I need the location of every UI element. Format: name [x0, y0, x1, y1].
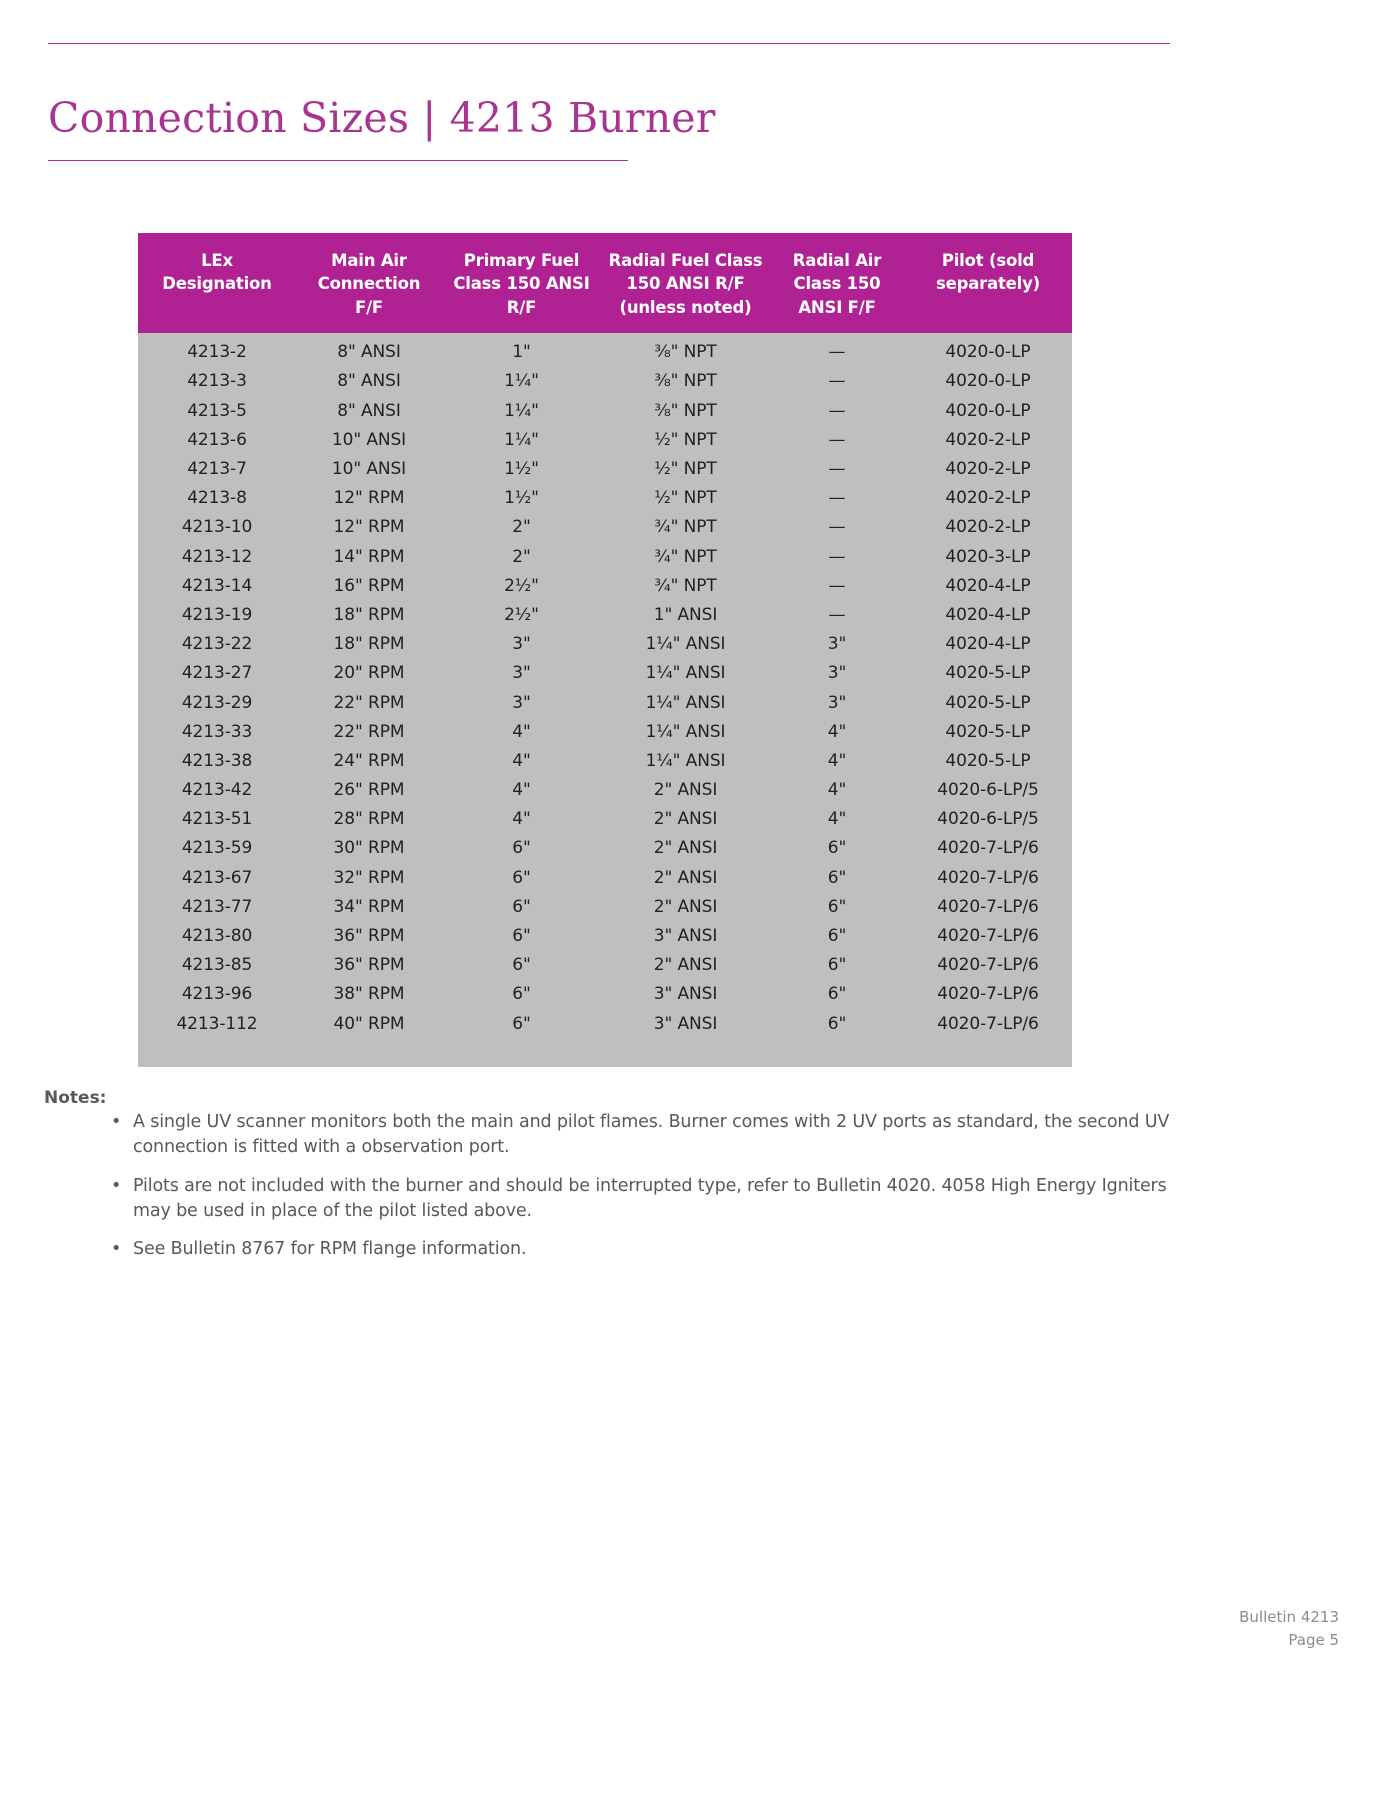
cell-radial-air: —: [770, 484, 904, 513]
cell-radial-air: 4": [770, 747, 904, 776]
table-row: [138, 718, 1072, 747]
cell-main-air-connection: 38" RPM: [296, 980, 442, 1009]
cell-lex-designation: 4213-27: [138, 659, 296, 688]
cell-main-air-connection: 8" ANSI: [296, 333, 442, 367]
table-header: [138, 233, 1072, 333]
column-header-line2: 150 ANSI R/F: [626, 274, 745, 294]
cell-pilot: 4020-2-LP: [904, 513, 1072, 542]
cell-main-air-connection: 16" RPM: [296, 572, 442, 601]
table-row: [138, 951, 1072, 980]
cell-pilot: 4020-3-LP: [904, 542, 1072, 571]
cell-pilot: 4020-0-LP: [904, 333, 1072, 367]
cell-radial-air: 3": [770, 688, 904, 717]
column-header-line3: ANSI F/F: [798, 297, 876, 317]
cell-radial-fuel: 1¼" ANSI: [601, 718, 770, 747]
cell-radial-air: 4": [770, 805, 904, 834]
cell-lex-designation: 4213-8: [138, 484, 296, 513]
cell-radial-fuel: 1" ANSI: [601, 601, 770, 630]
cell-main-air-connection: 12" RPM: [296, 484, 442, 513]
cell-primary-fuel: 3": [442, 630, 601, 659]
cell-pilot: 4020-5-LP: [904, 659, 1072, 688]
cell-main-air-connection: 28" RPM: [296, 805, 442, 834]
note-text: Pilots are not included with the burner and should be interrupted type, refer to Bulletin 4020. 4058 High Energy Igniters may be used in place of the pilot listed above.: [133, 1175, 1167, 1221]
cell-radial-fuel: 1¼" ANSI: [601, 630, 770, 659]
cell-lex-designation: 4213-33: [138, 718, 296, 747]
cell-lex-designation: 4213-12: [138, 542, 296, 571]
table-row: [138, 601, 1072, 630]
bullet-icon: •: [111, 1112, 122, 1132]
cell-main-air-connection: 22" RPM: [296, 688, 442, 717]
cell-radial-fuel: ⅜" NPT: [601, 333, 770, 367]
cell-lex-designation: 4213-7: [138, 455, 296, 484]
cell-radial-fuel: 3" ANSI: [601, 922, 770, 951]
cell-radial-air: 6": [770, 922, 904, 951]
cell-radial-air: 4": [770, 718, 904, 747]
cell-pilot: 4020-0-LP: [904, 397, 1072, 426]
connection-sizes-table: [138, 233, 1072, 1067]
table-row: [138, 893, 1072, 922]
cell-radial-fuel: ¾" NPT: [601, 542, 770, 571]
note-text: See Bulletin 8767 for RPM flange information.: [133, 1239, 527, 1260]
footer-page-number: Page 5: [1288, 1630, 1339, 1649]
title-rule-bottom: [48, 160, 628, 161]
cell-main-air-connection: 34" RPM: [296, 893, 442, 922]
table-row: [138, 688, 1072, 717]
table-row: [138, 397, 1072, 426]
table-row: [138, 776, 1072, 805]
column-header-line1: Main Air: [331, 251, 407, 270]
cell-main-air-connection: 8" ANSI: [296, 397, 442, 426]
cell-main-air-connection: 40" RPM: [296, 1009, 442, 1066]
cell-radial-air: —: [770, 367, 904, 396]
cell-radial-air: —: [770, 572, 904, 601]
cell-main-air-connection: 24" RPM: [296, 747, 442, 776]
note-item: [100, 1174, 1178, 1224]
cell-primary-fuel: 6": [442, 893, 601, 922]
column-header-line1: Pilot (sold: [941, 251, 1035, 270]
cell-radial-fuel: ⅜" NPT: [601, 367, 770, 396]
cell-primary-fuel: 6": [442, 1009, 601, 1066]
cell-lex-designation: 4213-59: [138, 834, 296, 863]
table-row: [138, 572, 1072, 601]
cell-radial-air: 6": [770, 951, 904, 980]
cell-primary-fuel: 1½": [442, 484, 601, 513]
cell-primary-fuel: 1¼": [442, 367, 601, 396]
cell-radial-fuel: 3" ANSI: [601, 1009, 770, 1066]
cell-main-air-connection: 22" RPM: [296, 718, 442, 747]
cell-pilot: 4020-6-LP/5: [904, 805, 1072, 834]
column-header-radial-air: [770, 233, 904, 333]
cell-radial-air: 3": [770, 659, 904, 688]
cell-radial-air: 4": [770, 776, 904, 805]
cell-radial-fuel: ¾" NPT: [601, 513, 770, 542]
connection-sizes-table-container: [138, 233, 1072, 1067]
column-header-line2: Class 150: [793, 274, 881, 294]
table-body: [138, 333, 1072, 1066]
cell-lex-designation: 4213-2: [138, 333, 296, 367]
table-row: [138, 333, 1072, 367]
cell-lex-designation: 4213-96: [138, 980, 296, 1009]
cell-radial-air: —: [770, 455, 904, 484]
page-title: Connection Sizes | 4213 Burner: [48, 94, 716, 143]
column-header-line1: Primary Fuel: [463, 251, 580, 270]
cell-radial-air: 6": [770, 1009, 904, 1066]
cell-primary-fuel: 6": [442, 980, 601, 1009]
cell-primary-fuel: 3": [442, 659, 601, 688]
cell-lex-designation: 4213-5: [138, 397, 296, 426]
title-rule-top: [48, 43, 1170, 44]
column-header-pilot: [904, 233, 1072, 333]
cell-radial-fuel: 1¼" ANSI: [601, 747, 770, 776]
table-row: [138, 1009, 1072, 1066]
cell-pilot: 4020-5-LP: [904, 688, 1072, 717]
cell-radial-fuel: 1¼" ANSI: [601, 688, 770, 717]
cell-lex-designation: 4213-85: [138, 951, 296, 980]
cell-radial-fuel: 2" ANSI: [601, 805, 770, 834]
cell-primary-fuel: 4": [442, 747, 601, 776]
cell-lex-designation: 4213-10: [138, 513, 296, 542]
cell-main-air-connection: 18" RPM: [296, 601, 442, 630]
column-header-line3: R/F: [506, 297, 537, 317]
cell-radial-fuel: ½" NPT: [601, 426, 770, 455]
cell-lex-designation: 4213-77: [138, 893, 296, 922]
cell-primary-fuel: 6": [442, 922, 601, 951]
cell-lex-designation: 4213-19: [138, 601, 296, 630]
cell-pilot: 4020-5-LP: [904, 747, 1072, 776]
cell-primary-fuel: 6": [442, 951, 601, 980]
cell-main-air-connection: 20" RPM: [296, 659, 442, 688]
cell-pilot: 4020-7-LP/6: [904, 1009, 1072, 1066]
table-row: [138, 747, 1072, 776]
table-row: [138, 922, 1072, 951]
table-row: [138, 426, 1072, 455]
cell-main-air-connection: 32" RPM: [296, 864, 442, 893]
cell-main-air-connection: 8" ANSI: [296, 367, 442, 396]
cell-radial-fuel: 2" ANSI: [601, 834, 770, 863]
cell-radial-air: 6": [770, 834, 904, 863]
table-row: [138, 834, 1072, 863]
cell-radial-air: —: [770, 513, 904, 542]
cell-primary-fuel: 2½": [442, 572, 601, 601]
cell-main-air-connection: 10" ANSI: [296, 455, 442, 484]
column-header-lex-designation: [138, 233, 296, 333]
page-footer: [1239, 1606, 1339, 1653]
cell-radial-fuel: ½" NPT: [601, 455, 770, 484]
cell-primary-fuel: 2": [442, 513, 601, 542]
cell-main-air-connection: 14" RPM: [296, 542, 442, 571]
note-text: A single UV scanner monitors both the main and pilot flames. Burner comes with 2 UV ports as standard, the second UV connection is fitted with a observation port.: [133, 1112, 1170, 1157]
cell-pilot: 4020-2-LP: [904, 484, 1072, 513]
cell-radial-air: —: [770, 601, 904, 630]
cell-primary-fuel: 6": [442, 834, 601, 863]
cell-pilot: 4020-7-LP/6: [904, 864, 1072, 893]
table-row: [138, 630, 1072, 659]
cell-radial-fuel: ¾" NPT: [601, 572, 770, 601]
cell-radial-air: 6": [770, 980, 904, 1009]
cell-radial-fuel: 2" ANSI: [601, 864, 770, 893]
cell-radial-fuel: 1¼" ANSI: [601, 659, 770, 688]
cell-primary-fuel: 4": [442, 805, 601, 834]
cell-radial-air: —: [770, 333, 904, 367]
column-header-line3: F/F: [355, 297, 383, 317]
cell-primary-fuel: 6": [442, 864, 601, 893]
cell-radial-air: 3": [770, 630, 904, 659]
note-item: [100, 1237, 1178, 1262]
table-row: [138, 805, 1072, 834]
cell-pilot: 4020-7-LP/6: [904, 922, 1072, 951]
cell-lex-designation: 4213-80: [138, 922, 296, 951]
notes-label: Notes:: [44, 1088, 107, 1108]
cell-main-air-connection: 30" RPM: [296, 834, 442, 863]
cell-main-air-connection: 10" ANSI: [296, 426, 442, 455]
cell-radial-air: 6": [770, 893, 904, 922]
column-header-line1: Radial Air: [792, 251, 882, 270]
cell-radial-fuel: 2" ANSI: [601, 776, 770, 805]
bullet-icon: •: [111, 1175, 122, 1196]
cell-primary-fuel: 2": [442, 542, 601, 571]
cell-primary-fuel: 2½": [442, 601, 601, 630]
cell-lex-designation: 4213-6: [138, 426, 296, 455]
cell-primary-fuel: 1": [442, 333, 601, 367]
table-header-row: [138, 233, 1072, 333]
cell-pilot: 4020-0-LP: [904, 367, 1072, 396]
column-header-line2: separately): [935, 274, 1041, 294]
cell-main-air-connection: 18" RPM: [296, 630, 442, 659]
table-row: [138, 455, 1072, 484]
cell-radial-fuel: 2" ANSI: [601, 893, 770, 922]
cell-primary-fuel: 4": [442, 718, 601, 747]
cell-lex-designation: 4213-38: [138, 747, 296, 776]
cell-main-air-connection: 26" RPM: [296, 776, 442, 805]
table-row: [138, 864, 1072, 893]
cell-radial-air: 6": [770, 864, 904, 893]
cell-lex-designation: 4213-14: [138, 572, 296, 601]
cell-lex-designation: 4213-112: [138, 1009, 296, 1066]
column-header-primary-fuel: [442, 233, 601, 333]
table-row: [138, 484, 1072, 513]
cell-pilot: 4020-2-LP: [904, 426, 1072, 455]
table-row: [138, 367, 1072, 396]
cell-main-air-connection: 12" RPM: [296, 513, 442, 542]
bullet-icon: •: [111, 1239, 122, 1260]
cell-radial-fuel: 2" ANSI: [601, 951, 770, 980]
cell-pilot: 4020-7-LP/6: [904, 834, 1072, 863]
cell-primary-fuel: 1¼": [442, 426, 601, 455]
cell-pilot: 4020-6-LP/5: [904, 776, 1072, 805]
cell-lex-designation: 4213-22: [138, 630, 296, 659]
column-header-line2: Designation: [162, 274, 272, 294]
cell-radial-air: —: [770, 426, 904, 455]
cell-radial-air: —: [770, 542, 904, 571]
cell-pilot: 4020-7-LP/6: [904, 951, 1072, 980]
cell-radial-fuel: ½" NPT: [601, 484, 770, 513]
cell-lex-designation: 4213-29: [138, 688, 296, 717]
table-row: [138, 542, 1072, 571]
cell-main-air-connection: 36" RPM: [296, 922, 442, 951]
cell-pilot: 4020-2-LP: [904, 455, 1072, 484]
column-header-radial-fuel: [601, 233, 770, 333]
cell-radial-fuel: ⅜" NPT: [601, 397, 770, 426]
table-row: [138, 513, 1072, 542]
column-header-line3: (unless noted): [619, 297, 752, 317]
cell-pilot: 4020-4-LP: [904, 630, 1072, 659]
cell-pilot: 4020-4-LP: [904, 572, 1072, 601]
cell-lex-designation: 4213-67: [138, 864, 296, 893]
cell-pilot: 4020-4-LP: [904, 601, 1072, 630]
column-header-line2: Connection: [317, 274, 421, 294]
cell-lex-designation: 4213-51: [138, 805, 296, 834]
column-header-line1: LEx: [201, 251, 233, 270]
cell-lex-designation: 4213-3: [138, 367, 296, 396]
footer-bulletin: Bulletin 4213: [1239, 1607, 1339, 1626]
cell-primary-fuel: 3": [442, 688, 601, 717]
cell-lex-designation: 4213-42: [138, 776, 296, 805]
cell-radial-fuel: 3" ANSI: [601, 980, 770, 1009]
cell-primary-fuel: 4": [442, 776, 601, 805]
column-header-line1: Radial Fuel Class: [608, 251, 763, 270]
table-row: [138, 659, 1072, 688]
notes-list: [100, 1110, 1178, 1276]
cell-pilot: 4020-5-LP: [904, 718, 1072, 747]
column-header-main-air-connection: [296, 233, 442, 333]
cell-primary-fuel: 1¼": [442, 397, 601, 426]
cell-primary-fuel: 1½": [442, 455, 601, 484]
cell-main-air-connection: 36" RPM: [296, 951, 442, 980]
cell-pilot: 4020-7-LP/6: [904, 980, 1072, 1009]
cell-radial-air: —: [770, 397, 904, 426]
table-row: [138, 980, 1072, 1009]
column-header-line2: Class 150 ANSI: [453, 274, 590, 294]
note-item: [100, 1110, 1178, 1160]
cell-pilot: 4020-7-LP/6: [904, 893, 1072, 922]
